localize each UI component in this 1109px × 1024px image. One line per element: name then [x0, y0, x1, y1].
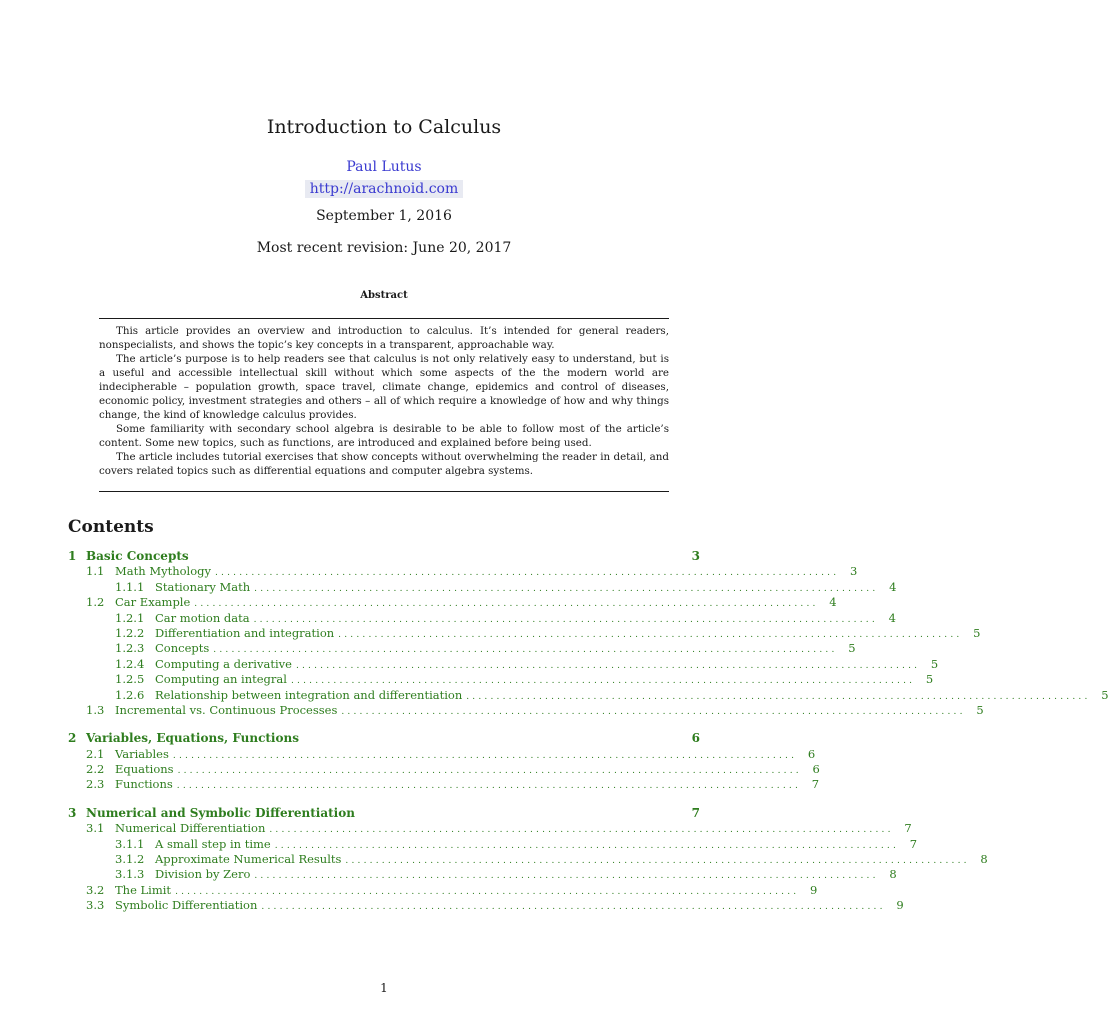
toc-leader-dots: ....................................................................................................... — [213, 645, 838, 656]
toc-page-number: 4 — [888, 610, 896, 625]
toc-page-number: 6 — [807, 746, 816, 761]
toc-leader-dots: ....................................................................................................... — [175, 886, 800, 897]
toc-entry-number: 1.2.5 — [115, 672, 145, 687]
toc-entry-number: 3.2 — [86, 882, 105, 897]
toc-page-number: 9 — [810, 882, 818, 897]
toc-entry-label: Computing an integral — [155, 672, 287, 687]
toc-section-number: 3 — [68, 805, 77, 820]
toc-leader-dots: ....................................................................................................... — [345, 856, 970, 867]
revision-date: Most recent revision: June 20, 2017 — [256, 240, 512, 256]
toc-entry-label: Symbolic Differentiation — [115, 898, 258, 913]
toc-entry-label: Differentiation and integration — [155, 625, 335, 640]
toc-page-number: 6 — [691, 731, 700, 746]
toc-section-label: Numerical and Symbolic Differentiation — [86, 805, 355, 820]
website-link[interactable]: http://arachnoid.com — [305, 180, 464, 198]
toc-entry-number: 1.2 — [86, 595, 105, 610]
toc-entry-label: Stationary Math — [155, 579, 251, 594]
toc-section-2[interactable] — [68, 731, 700, 746]
abstract-paragraph: The article includes tutorial exercises that show concepts without overwhelming the reader in detail, and covers related topics such as differential equations and computer algebra systems. — [99, 451, 669, 477]
toc-entry-number: 1.2.1 — [115, 610, 145, 625]
toc-entry-label: Incremental vs. Continuous Processes — [115, 702, 338, 717]
toc-entry-3-1[interactable] — [68, 821, 912, 836]
abstract-heading: Abstract — [360, 290, 408, 301]
toc-page-number: 8 — [980, 852, 988, 867]
abstract-paragraph: Some familiarity with secondary school algebra is desirable to be able to follow most of the article’s content. Some new topics, such as functions, are introduced and explained before being used. — [99, 423, 669, 449]
toc-leader-dots: ....................................................................................................... — [176, 781, 802, 792]
toc-entry-3-1-1[interactable] — [68, 836, 918, 852]
toc-page-number: 7 — [691, 805, 700, 820]
toc-entry-number: 1.2.3 — [115, 641, 145, 656]
toc-leader-dots: ....................................................................................................... — [215, 568, 840, 579]
toc-entry-number: 2.2 — [86, 762, 105, 777]
toc-entry-number: 1.3 — [86, 702, 105, 717]
toc-entry-number: 2.3 — [86, 777, 105, 792]
toc-entry-label: Variables — [115, 746, 169, 761]
abstract-bottom-rule — [99, 491, 669, 492]
toc-page-number: 5 — [848, 641, 856, 656]
toc-entry-number: 3.1 — [86, 821, 105, 836]
toc-section-number: 2 — [68, 731, 77, 746]
toc-entry-1-2-2[interactable] — [68, 625, 981, 641]
toc-page-number: 5 — [976, 702, 984, 717]
toc-entry-1-2-1[interactable] — [68, 610, 896, 626]
toc-entry-2-3[interactable] — [68, 777, 820, 792]
toc-entry-number: 2.1 — [86, 746, 105, 761]
toc-section-1[interactable] — [68, 549, 700, 564]
toc-leader-dots: ....................................................................................................... — [254, 583, 879, 594]
toc-entry-number: 1.2.2 — [115, 625, 145, 640]
toc-entry-1-1-1[interactable] — [68, 579, 897, 595]
toc-entry-label: Relationship between integration and differentiation — [155, 687, 463, 702]
contents-heading: Contents — [68, 517, 154, 537]
abstract-top-rule — [99, 318, 669, 319]
toc-entry-number: 1.1 — [86, 564, 105, 579]
toc-entry-number: 3.1.3 — [115, 867, 145, 882]
toc-leader-dots: ....................................................................................................... — [254, 871, 879, 882]
toc-entry-label: A small step in time — [155, 836, 271, 851]
toc-entry-1-2-4[interactable] — [68, 656, 939, 672]
abstract-paragraph: This article provides an overview and introduction to calculus. It’s intended for general readers, nonspecialists, and shows the topic’s key concepts in a transparent, approachable way. — [99, 325, 669, 351]
toc-entry-3-1-3[interactable] — [68, 867, 897, 882]
toc-entry-label: Computing a derivative — [155, 656, 292, 671]
toc-entry-1-2-3[interactable] — [68, 641, 856, 656]
toc-entry-1-2-6[interactable] — [68, 687, 1109, 703]
document-date: September 1, 2016 — [316, 208, 452, 224]
table-of-contents — [68, 549, 1109, 914]
toc-page-number: 7 — [904, 821, 912, 836]
toc-entry-label: Numerical Differentiation — [115, 821, 266, 836]
toc-entry-1-2-5[interactable] — [68, 672, 934, 687]
toc-leader-dots: ....................................................................................................... — [290, 676, 916, 687]
toc-entry-label: Car Example — [115, 595, 191, 610]
toc-page-number: 5 — [930, 656, 939, 671]
toc-page-number: 4 — [829, 595, 837, 610]
toc-entry-1-1[interactable] — [68, 564, 858, 579]
toc-page-number: 3 — [849, 564, 858, 579]
toc-entry-number: 1.1.1 — [115, 579, 145, 594]
toc-entry-label: Car motion data — [155, 610, 250, 625]
page-number: 1 — [380, 981, 388, 995]
toc-entry-number: 3.1.1 — [115, 836, 145, 851]
toc-entry-1-3[interactable] — [68, 702, 984, 718]
toc-entry-number: 3.3 — [86, 898, 105, 913]
toc-entry-3-1-2[interactable] — [68, 852, 988, 867]
toc-entry-label: Equations — [115, 762, 174, 777]
toc-entry-label: The Limit — [115, 882, 172, 897]
toc-leader-dots: ....................................................................................................... — [261, 902, 886, 913]
abstract-paragraph: The article’s purpose is to help readers see that calculus is not only relatively easy to understand, but is a useful and accessible intellectual skill without which some aspects of the the modern world are indecipherable – population growth, space travel, climate change, epidemics and control of diseases, economic policy, investment strategies and others – all of which require a knowledge of how and why things change, the kind of knowledge calculus provides. — [99, 353, 669, 421]
toc-section-3[interactable] — [68, 806, 700, 821]
toc-page-number: 8 — [889, 867, 897, 882]
toc-entry-number: 3.1.2 — [115, 852, 145, 867]
toc-entry-3-3[interactable] — [68, 898, 904, 913]
toc-page-number: 6 — [812, 762, 820, 777]
toc-section-number: 1 — [68, 549, 77, 563]
toc-page-number: 7 — [909, 836, 918, 851]
document-title: Introduction to Calculus — [266, 116, 502, 138]
toc-page-number: 5 — [973, 625, 981, 640]
toc-entry-label: Concepts — [155, 641, 210, 656]
toc-entry-label: Division by Zero — [155, 867, 251, 882]
toc-leader-dots: ....................................................................................................... — [341, 706, 966, 717]
toc-entry-label: Math Mythology — [115, 564, 211, 579]
toc-entry-1-2[interactable] — [68, 595, 837, 610]
toc-leader-dots: ....................................................................................................... — [253, 614, 878, 625]
toc-page-number: 7 — [811, 777, 820, 792]
toc-leader-dots: ....................................................................................................... — [172, 750, 798, 761]
toc-leader-dots: ....................................................................................................... — [466, 691, 1091, 702]
toc-page-number: 4 — [889, 579, 897, 594]
toc-section-label: Basic Concepts — [86, 549, 189, 563]
toc-entry-label: Approximate Numerical Results — [155, 852, 342, 867]
toc-entry-2-2[interactable] — [68, 762, 820, 777]
url-container — [0, 178, 768, 198]
toc-leader-dots: ....................................................................................................... — [177, 766, 802, 777]
toc-entry-2-1[interactable] — [68, 746, 816, 762]
toc-leader-dots: ....................................................................................................... — [269, 825, 894, 836]
toc-page-number: 3 — [691, 549, 700, 563]
toc-entry-number: 1.2.4 — [115, 656, 145, 671]
toc-leader-dots: ....................................................................................................... — [194, 599, 819, 610]
toc-section-label: Variables, Equations, Functions — [86, 731, 299, 746]
toc-leader-dots: ....................................................................................................... — [338, 629, 963, 640]
toc-entry-number: 1.2.6 — [115, 687, 145, 702]
abstract-body — [99, 324, 669, 478]
toc-entry-label: Functions — [115, 777, 173, 792]
toc-page-number: 5 — [925, 672, 934, 687]
author-link[interactable]: Paul Lutus — [346, 159, 422, 175]
toc-page-number: 9 — [896, 898, 904, 913]
toc-leader-dots: ....................................................................................................... — [274, 840, 900, 851]
toc-leader-dots: ....................................................................................................... — [295, 660, 921, 671]
toc-page-number: 5 — [1101, 687, 1109, 702]
toc-entry-3-2[interactable] — [68, 882, 818, 898]
